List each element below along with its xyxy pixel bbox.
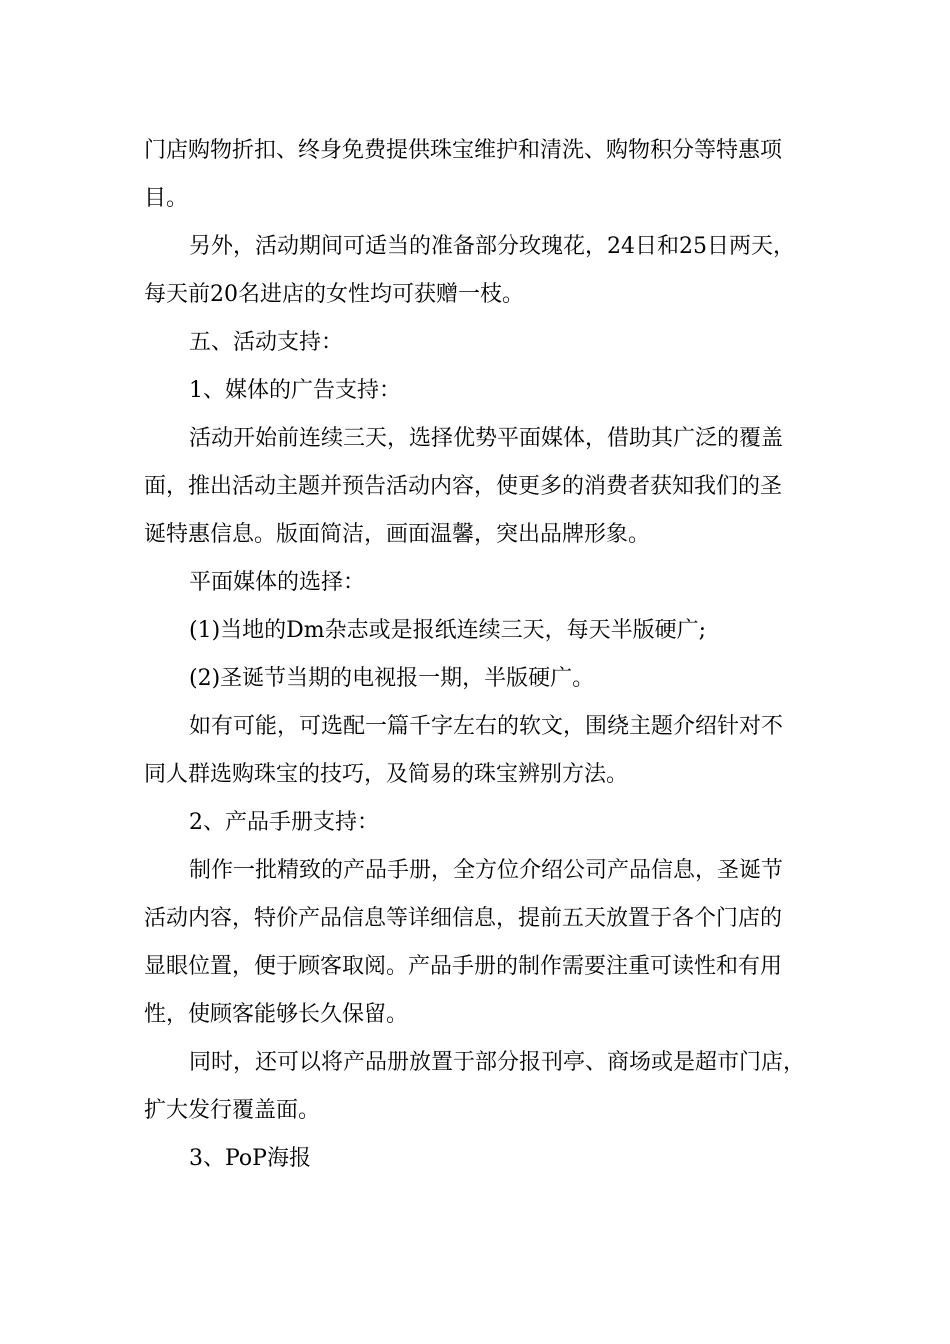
paragraph-p12 [144, 1039, 830, 1135]
paragraph-line: 扩大发行覆盖面。 [144, 1098, 321, 1123]
paragraph-line: 3、PoP海报 [189, 1146, 311, 1171]
paragraph-line: 性，使顾客能够长久保留。 [144, 1002, 409, 1027]
paragraph-p8 [144, 655, 830, 703]
paragraph-line: 活动内容，特价产品信息等详细信息，提前五天放置于各个门店的 [144, 906, 783, 931]
paragraph-p6 [144, 559, 830, 607]
paragraph-line: 制作一批精致的产品手册，全方位介绍公司产品信息，圣诞节 [189, 858, 784, 883]
paragraph-line: 如有可能，可选配一篇千字左右的软文，围绕主题介绍针对不 [189, 714, 784, 739]
paragraph-line: 同时，还可以将产品册放置于部分报刊亭、商场或是超市门店， [189, 1050, 806, 1075]
paragraph-line: (2)圣诞节当期的电视报一期，半版硬广。 [189, 666, 595, 691]
paragraph-p1 [144, 127, 830, 223]
paragraph-p10 [144, 799, 830, 847]
paragraph-line: 1、媒体的广告支持： [189, 378, 401, 403]
paragraph-line: (1)当地的Dm杂志或是报纸连续三天，每天半版硬广; [189, 618, 707, 643]
paragraph-p7 [144, 607, 830, 655]
paragraph-line: 每天前20名进店的女性均可获赠一枝。 [144, 282, 524, 307]
paragraph-line: 显眼位置，便于顾客取阅。产品手册的制作需要注重可读性和有用 [144, 954, 783, 979]
paragraph-line: 门店购物折扣、终身免费提供珠宝维护和清洗、购物积分等特惠项 [144, 138, 783, 163]
paragraph-line: 面，推出活动主题并预告活动内容，使更多的消费者获知我们的圣 [144, 474, 783, 499]
paragraph-line: 2、产品手册支持： [189, 810, 379, 835]
paragraph-line: 另外，活动期间可适当的准备部分玫瑰花，24日和25日两天， [189, 234, 795, 259]
paragraph-line: 诞特惠信息。版面简洁，画面温馨，突出品牌形象。 [144, 522, 651, 547]
document-body [144, 127, 830, 1183]
paragraph-p2 [144, 223, 830, 319]
paragraph-p9 [144, 703, 830, 799]
paragraph-p3 [144, 319, 830, 367]
paragraph-line: 目。 [144, 186, 189, 211]
paragraph-p4 [144, 367, 830, 415]
paragraph-line: 活动开始前连续三天，选择优势平面媒体，借助其广泛的覆盖 [189, 426, 784, 451]
paragraph-p13 [144, 1135, 830, 1183]
paragraph-p11 [144, 847, 830, 1039]
paragraph-line: 五、活动支持： [189, 330, 344, 355]
paragraph-p5 [144, 415, 830, 559]
paragraph-line: 平面媒体的选择： [189, 570, 366, 595]
paragraph-line: 同人群选购珠宝的技巧，及简易的珠宝辨别方法。 [144, 762, 629, 787]
